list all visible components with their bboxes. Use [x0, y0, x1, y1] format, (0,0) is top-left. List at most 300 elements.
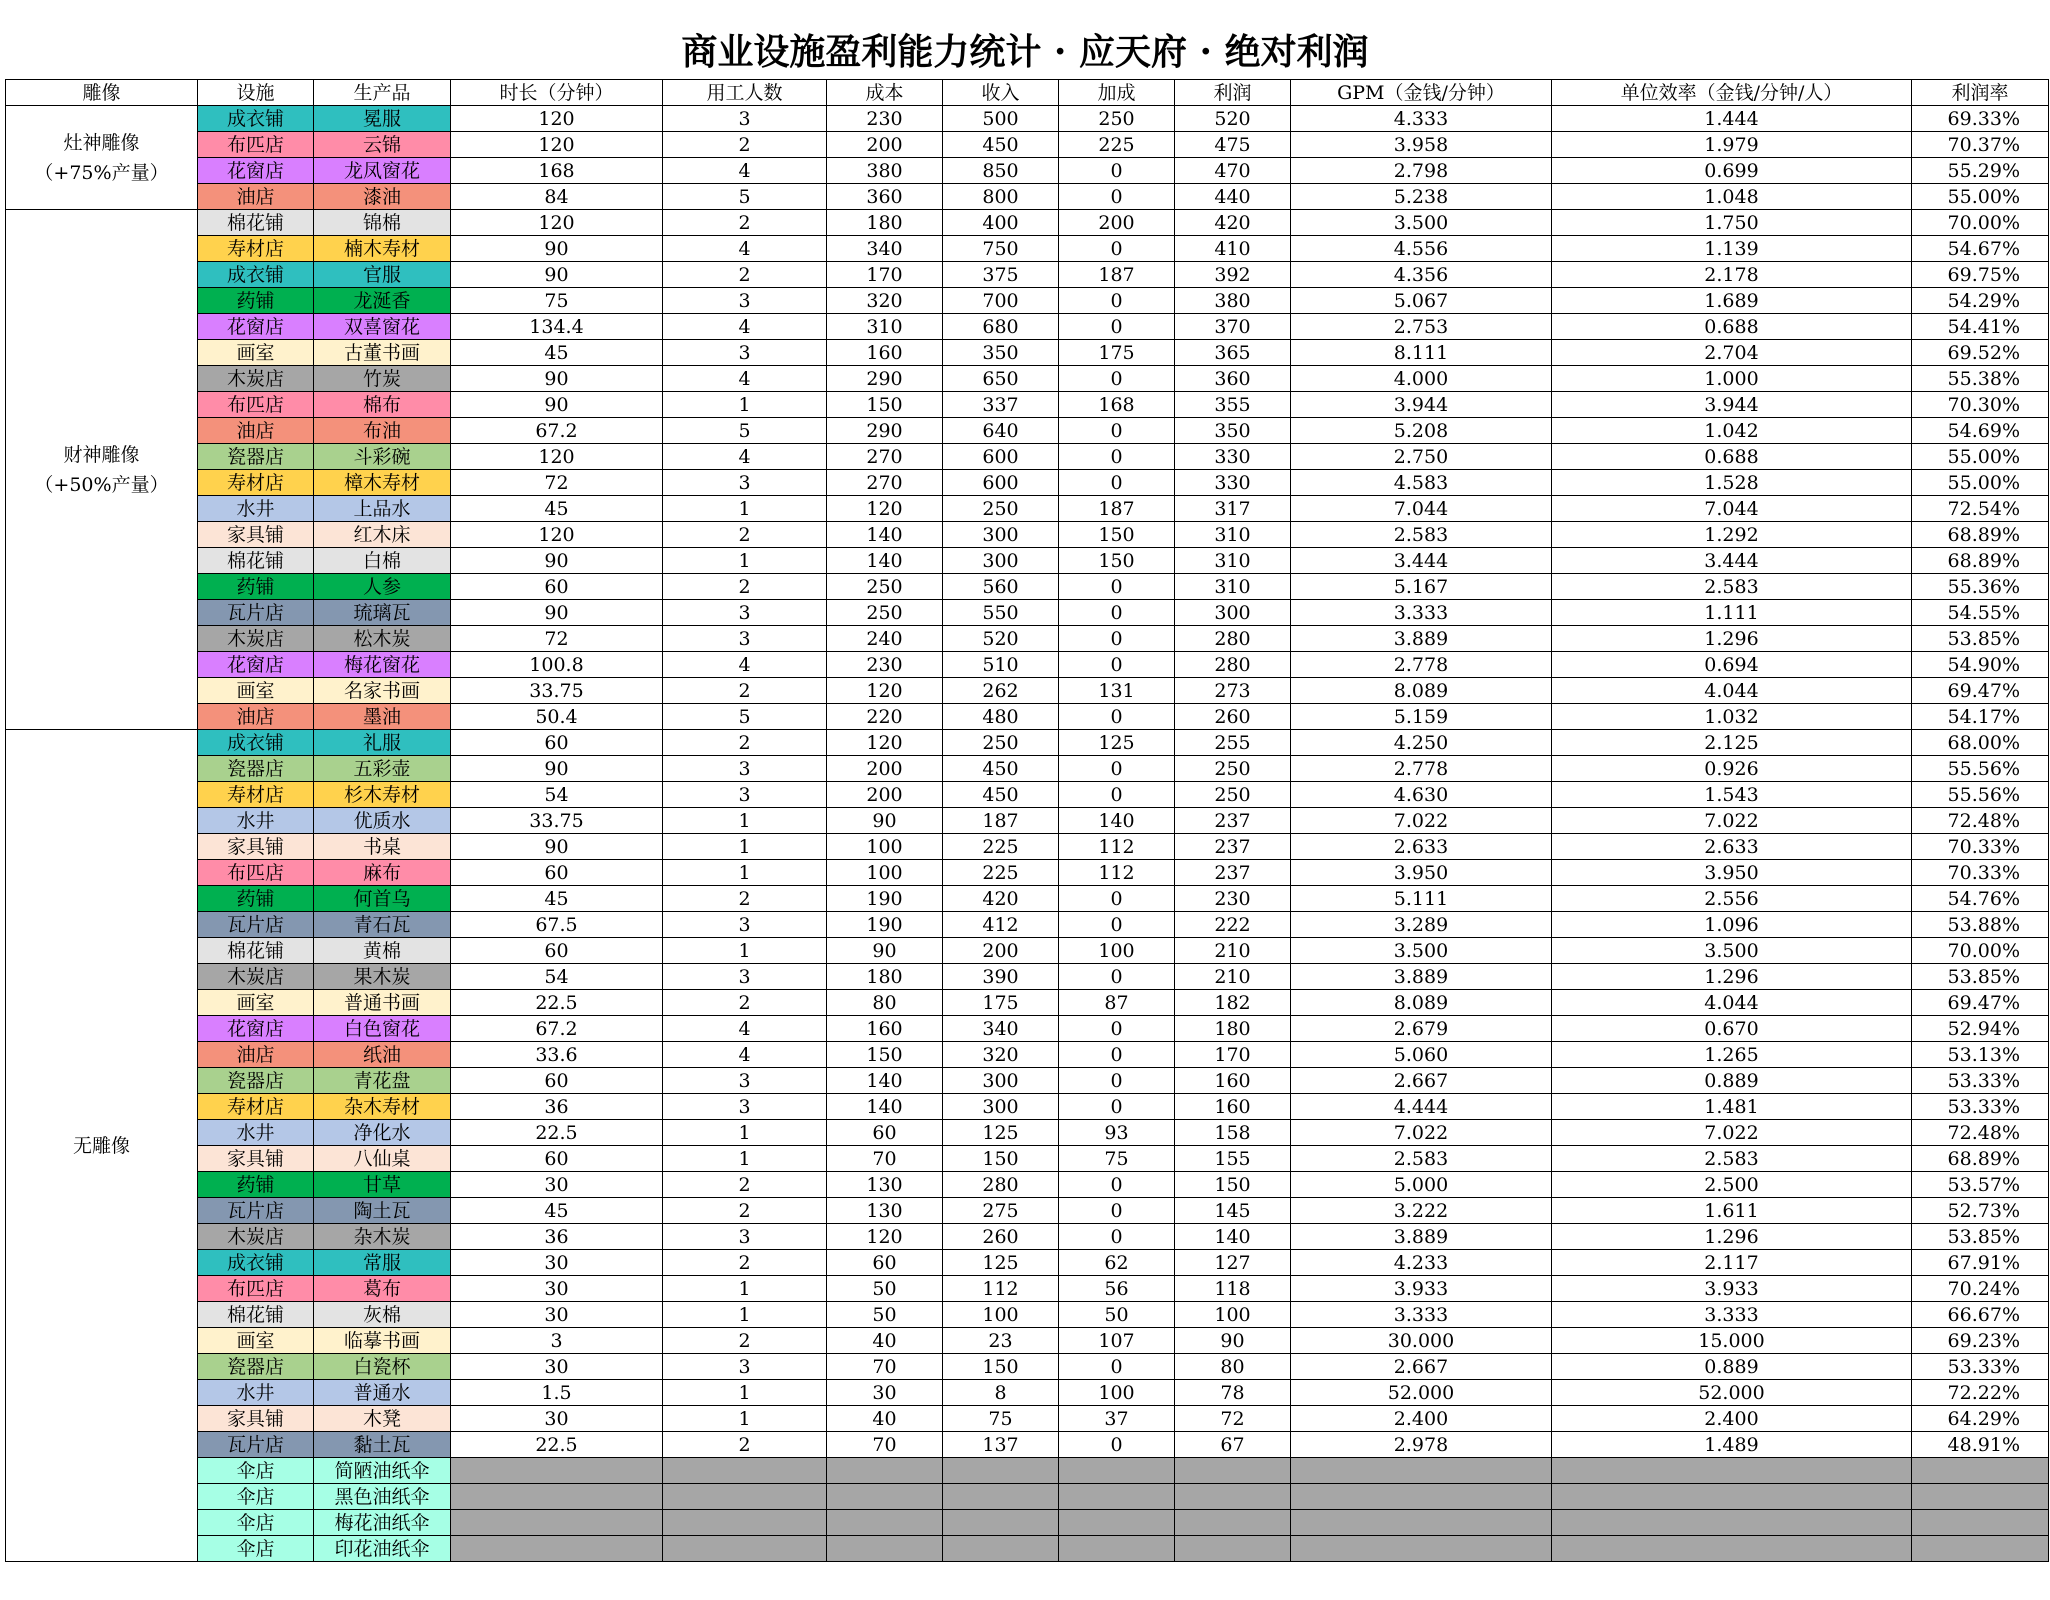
workers-cell: 2: [663, 574, 827, 600]
workers-cell: 3: [663, 600, 827, 626]
unit-efficiency-cell: 0.670: [1552, 1016, 1912, 1042]
empty-cell: [1552, 1484, 1912, 1510]
duration-cell: 60: [451, 574, 663, 600]
profit-table: [5, 79, 2049, 1562]
unit-efficiency-cell: 0.688: [1552, 314, 1912, 340]
table-row: [6, 288, 2049, 314]
profit-cell: 355: [1175, 392, 1291, 418]
cost-cell: 120: [827, 1224, 943, 1250]
unit-efficiency-cell: 1.296: [1552, 1224, 1912, 1250]
duration-cell: 67.2: [451, 1016, 663, 1042]
empty-cell: [1912, 1510, 2049, 1536]
workers-cell: 5: [663, 184, 827, 210]
cost-cell: 30: [827, 1380, 943, 1406]
table-row: [6, 158, 2049, 184]
bonus-cell: 0: [1059, 756, 1175, 782]
workers-cell: 1: [663, 834, 827, 860]
statue-name: 财神雕像: [63, 443, 140, 466]
unit-efficiency-cell: 1.481: [1552, 1094, 1912, 1120]
duration-cell: 67.2: [451, 418, 663, 444]
bonus-cell: 0: [1059, 444, 1175, 470]
unit-efficiency-cell: 1.444: [1552, 106, 1912, 132]
table-row: [6, 496, 2049, 522]
duration-cell: 33.75: [451, 808, 663, 834]
duration-cell: 90: [451, 834, 663, 860]
duration-cell: 75: [451, 288, 663, 314]
cost-cell: 220: [827, 704, 943, 730]
bonus-cell: 0: [1059, 1094, 1175, 1120]
cost-cell: 90: [827, 808, 943, 834]
table-row: [6, 210, 2049, 236]
product-cell: 梅花油纸伞: [314, 1510, 451, 1536]
table-row: [6, 730, 2049, 756]
duration-cell: 54: [451, 964, 663, 990]
empty-cell: [1059, 1510, 1175, 1536]
margin-cell: 54.29%: [1912, 288, 2049, 314]
cost-cell: 160: [827, 340, 943, 366]
table-body: [6, 106, 2049, 1562]
duration-cell: 45: [451, 886, 663, 912]
table-row: [6, 1484, 2049, 1510]
unit-efficiency-cell: 7.022: [1552, 1120, 1912, 1146]
unit-efficiency-cell: 1.048: [1552, 184, 1912, 210]
gpm-cell: 5.067: [1291, 288, 1552, 314]
facility-cell: 成衣铺: [198, 730, 314, 756]
profit-cell: 380: [1175, 288, 1291, 314]
unit-efficiency-cell: 4.044: [1552, 678, 1912, 704]
table-row: [6, 522, 2049, 548]
unit-efficiency-cell: 2.556: [1552, 886, 1912, 912]
facility-cell: 油店: [198, 184, 314, 210]
empty-cell: [663, 1458, 827, 1484]
gpm-cell: 5.167: [1291, 574, 1552, 600]
gpm-cell: 5.159: [1291, 704, 1552, 730]
product-cell: 常服: [314, 1250, 451, 1276]
profit-cell: 255: [1175, 730, 1291, 756]
table-row: [6, 1406, 2049, 1432]
gpm-cell: 3.222: [1291, 1198, 1552, 1224]
unit-efficiency-cell: 0.926: [1552, 756, 1912, 782]
gpm-cell: 7.022: [1291, 1120, 1552, 1146]
income-cell: 300: [943, 522, 1059, 548]
product-cell: 五彩壶: [314, 756, 451, 782]
duration-cell: 60: [451, 938, 663, 964]
workers-cell: 4: [663, 1016, 827, 1042]
cost-cell: 270: [827, 470, 943, 496]
margin-cell: 70.33%: [1912, 860, 2049, 886]
facility-cell: 寿材店: [198, 1094, 314, 1120]
facility-cell: 药铺: [198, 574, 314, 600]
margin-cell: 68.00%: [1912, 730, 2049, 756]
cost-cell: 40: [827, 1328, 943, 1354]
product-cell: 陶土瓦: [314, 1198, 451, 1224]
facility-cell: 木炭店: [198, 366, 314, 392]
unit-efficiency-cell: 2.633: [1552, 834, 1912, 860]
table-row: [6, 548, 2049, 574]
income-cell: 450: [943, 132, 1059, 158]
empty-cell: [1175, 1458, 1291, 1484]
facility-cell: 瓦片店: [198, 1198, 314, 1224]
profit-cell: 237: [1175, 808, 1291, 834]
facility-cell: 水井: [198, 808, 314, 834]
cost-cell: 120: [827, 678, 943, 704]
cost-cell: 140: [827, 522, 943, 548]
cost-cell: 340: [827, 236, 943, 262]
bonus-cell: 0: [1059, 782, 1175, 808]
margin-cell: 55.56%: [1912, 756, 2049, 782]
duration-cell: 90: [451, 756, 663, 782]
profit-cell: 470: [1175, 158, 1291, 184]
workers-cell: 1: [663, 1276, 827, 1302]
bonus-cell: 125: [1059, 730, 1175, 756]
margin-cell: 69.23%: [1912, 1328, 2049, 1354]
income-cell: 390: [943, 964, 1059, 990]
profit-cell: 80: [1175, 1354, 1291, 1380]
facility-cell: 木炭店: [198, 626, 314, 652]
bonus-cell: 0: [1059, 1042, 1175, 1068]
cost-cell: 290: [827, 418, 943, 444]
workers-cell: 4: [663, 444, 827, 470]
unit-efficiency-cell: 2.500: [1552, 1172, 1912, 1198]
table-row: [6, 1250, 2049, 1276]
workers-cell: 3: [663, 626, 827, 652]
gpm-cell: 4.333: [1291, 106, 1552, 132]
gpm-cell: 8.089: [1291, 678, 1552, 704]
table-row: [6, 886, 2049, 912]
table-row: [6, 340, 2049, 366]
income-cell: 75: [943, 1406, 1059, 1432]
margin-cell: 54.69%: [1912, 418, 2049, 444]
income-cell: 520: [943, 626, 1059, 652]
profit-cell: 140: [1175, 1224, 1291, 1250]
product-cell: 樟木寿材: [314, 470, 451, 496]
empty-cell: [1912, 1458, 2049, 1484]
bonus-cell: 200: [1059, 210, 1175, 236]
income-cell: 125: [943, 1120, 1059, 1146]
profit-cell: 273: [1175, 678, 1291, 704]
gpm-cell: 4.630: [1291, 782, 1552, 808]
profit-cell: 370: [1175, 314, 1291, 340]
gpm-cell: 8.111: [1291, 340, 1552, 366]
workers-cell: 3: [663, 470, 827, 496]
statue-name: 灶神雕像: [63, 131, 140, 154]
gpm-cell: 8.089: [1291, 990, 1552, 1016]
bonus-cell: 0: [1059, 288, 1175, 314]
cost-cell: 320: [827, 288, 943, 314]
margin-cell: 70.37%: [1912, 132, 2049, 158]
duration-cell: 45: [451, 1198, 663, 1224]
gpm-cell: 3.958: [1291, 132, 1552, 158]
profit-cell: 310: [1175, 522, 1291, 548]
duration-cell: 33.75: [451, 678, 663, 704]
income-cell: 480: [943, 704, 1059, 730]
empty-cell: [1059, 1536, 1175, 1562]
table-row: [6, 470, 2049, 496]
duration-cell: 90: [451, 548, 663, 574]
workers-cell: 2: [663, 522, 827, 548]
product-cell: 杉木寿材: [314, 782, 451, 808]
table-row: [6, 860, 2049, 886]
workers-cell: 2: [663, 678, 827, 704]
income-cell: 300: [943, 548, 1059, 574]
table-row: [6, 938, 2049, 964]
product-cell: 白色窗花: [314, 1016, 451, 1042]
gpm-cell: 30.000: [1291, 1328, 1552, 1354]
cost-cell: 270: [827, 444, 943, 470]
product-cell: 青花盘: [314, 1068, 451, 1094]
margin-cell: 67.91%: [1912, 1250, 2049, 1276]
empty-cell: [451, 1484, 663, 1510]
product-cell: 印花油纸伞: [314, 1536, 451, 1562]
duration-cell: 60: [451, 860, 663, 886]
bonus-cell: 93: [1059, 1120, 1175, 1146]
income-cell: 500: [943, 106, 1059, 132]
cost-cell: 230: [827, 652, 943, 678]
duration-cell: 90: [451, 262, 663, 288]
column-header: 利润率: [1912, 80, 2049, 106]
profit-cell: 330: [1175, 470, 1291, 496]
cost-cell: 120: [827, 730, 943, 756]
bonus-cell: 250: [1059, 106, 1175, 132]
table-row: [6, 808, 2049, 834]
margin-cell: 72.22%: [1912, 1380, 2049, 1406]
profit-cell: 310: [1175, 548, 1291, 574]
margin-cell: 68.89%: [1912, 548, 2049, 574]
table-row: [6, 1016, 2049, 1042]
empty-cell: [663, 1536, 827, 1562]
product-cell: 楠木寿材: [314, 236, 451, 262]
workers-cell: 1: [663, 808, 827, 834]
table-row: [6, 1510, 2049, 1536]
empty-cell: [451, 1458, 663, 1484]
duration-cell: 30: [451, 1302, 663, 1328]
cost-cell: 100: [827, 834, 943, 860]
workers-cell: 3: [663, 912, 827, 938]
income-cell: 150: [943, 1354, 1059, 1380]
bonus-cell: 87: [1059, 990, 1175, 1016]
bonus-cell: 0: [1059, 912, 1175, 938]
margin-cell: 53.33%: [1912, 1068, 2049, 1094]
duration-cell: 120: [451, 522, 663, 548]
empty-cell: [827, 1458, 943, 1484]
column-header: 生产品: [314, 80, 451, 106]
profit-cell: 72: [1175, 1406, 1291, 1432]
workers-cell: 3: [663, 964, 827, 990]
table-row: [6, 626, 2049, 652]
margin-cell: 70.00%: [1912, 210, 2049, 236]
profit-cell: 317: [1175, 496, 1291, 522]
empty-cell: [663, 1484, 827, 1510]
empty-cell: [451, 1510, 663, 1536]
margin-cell: 53.85%: [1912, 1224, 2049, 1250]
table-row: [6, 1198, 2049, 1224]
income-cell: 700: [943, 288, 1059, 314]
product-cell: 漆油: [314, 184, 451, 210]
statue-group-cell: [6, 210, 198, 730]
product-cell: 葛布: [314, 1276, 451, 1302]
product-cell: 名家书画: [314, 678, 451, 704]
table-row: [6, 1042, 2049, 1068]
bonus-cell: 112: [1059, 860, 1175, 886]
unit-efficiency-cell: 2.178: [1552, 262, 1912, 288]
facility-cell: 瓷器店: [198, 1068, 314, 1094]
product-cell: 杂木寿材: [314, 1094, 451, 1120]
unit-efficiency-cell: 1.042: [1552, 418, 1912, 444]
gpm-cell: 52.000: [1291, 1380, 1552, 1406]
margin-cell: 66.67%: [1912, 1302, 2049, 1328]
product-cell: 简陋油纸伞: [314, 1458, 451, 1484]
workers-cell: 2: [663, 1432, 827, 1458]
unit-efficiency-cell: 0.699: [1552, 158, 1912, 184]
facility-cell: 棉花铺: [198, 1302, 314, 1328]
cost-cell: 40: [827, 1406, 943, 1432]
cost-cell: 380: [827, 158, 943, 184]
income-cell: 225: [943, 860, 1059, 886]
profit-cell: 330: [1175, 444, 1291, 470]
facility-cell: 油店: [198, 1042, 314, 1068]
empty-cell: [1552, 1458, 1912, 1484]
unit-efficiency-cell: 1.096: [1552, 912, 1912, 938]
table-row: [6, 1302, 2049, 1328]
profit-cell: 392: [1175, 262, 1291, 288]
margin-cell: 55.38%: [1912, 366, 2049, 392]
duration-cell: 84: [451, 184, 663, 210]
facility-cell: 花窗店: [198, 158, 314, 184]
duration-cell: 120: [451, 132, 663, 158]
facility-cell: 成衣铺: [198, 262, 314, 288]
table-row: [6, 132, 2049, 158]
facility-cell: 寿材店: [198, 236, 314, 262]
workers-cell: 3: [663, 1224, 827, 1250]
gpm-cell: 5.111: [1291, 886, 1552, 912]
bonus-cell: 140: [1059, 808, 1175, 834]
income-cell: 150: [943, 1146, 1059, 1172]
table-row: [6, 912, 2049, 938]
income-cell: 187: [943, 808, 1059, 834]
duration-cell: 72: [451, 626, 663, 652]
gpm-cell: 2.400: [1291, 1406, 1552, 1432]
facility-cell: 布匹店: [198, 132, 314, 158]
product-cell: 梅花窗花: [314, 652, 451, 678]
workers-cell: 3: [663, 288, 827, 314]
facility-cell: 布匹店: [198, 1276, 314, 1302]
product-cell: 双喜窗花: [314, 314, 451, 340]
income-cell: 650: [943, 366, 1059, 392]
unit-efficiency-cell: 1.543: [1552, 782, 1912, 808]
gpm-cell: 3.333: [1291, 1302, 1552, 1328]
empty-cell: [1175, 1510, 1291, 1536]
product-cell: 竹炭: [314, 366, 451, 392]
table-row: [6, 314, 2049, 340]
duration-cell: 60: [451, 1146, 663, 1172]
product-cell: 优质水: [314, 808, 451, 834]
unit-efficiency-cell: 2.117: [1552, 1250, 1912, 1276]
margin-cell: 53.85%: [1912, 626, 2049, 652]
income-cell: 300: [943, 1094, 1059, 1120]
table-row: [6, 1172, 2049, 1198]
table-row: [6, 1458, 2049, 1484]
product-cell: 书桌: [314, 834, 451, 860]
facility-cell: 成衣铺: [198, 106, 314, 132]
product-cell: 灰棉: [314, 1302, 451, 1328]
empty-cell: [1291, 1484, 1552, 1510]
duration-cell: 100.8: [451, 652, 663, 678]
duration-cell: 134.4: [451, 314, 663, 340]
cost-cell: 70: [827, 1146, 943, 1172]
income-cell: 275: [943, 1198, 1059, 1224]
facility-cell: 布匹店: [198, 860, 314, 886]
margin-cell: 54.67%: [1912, 236, 2049, 262]
bonus-cell: 150: [1059, 522, 1175, 548]
gpm-cell: 2.978: [1291, 1432, 1552, 1458]
column-header: 利润: [1175, 80, 1291, 106]
profit-cell: 90: [1175, 1328, 1291, 1354]
facility-cell: 寿材店: [198, 782, 314, 808]
cost-cell: 140: [827, 1068, 943, 1094]
table-row: [6, 1146, 2049, 1172]
workers-cell: 1: [663, 392, 827, 418]
statue-name: （+50%产量）: [34, 473, 169, 496]
bonus-cell: 0: [1059, 600, 1175, 626]
duration-cell: 60: [451, 730, 663, 756]
table-row: [6, 1328, 2049, 1354]
empty-cell: [943, 1536, 1059, 1562]
profit-cell: 160: [1175, 1068, 1291, 1094]
profit-cell: 230: [1175, 886, 1291, 912]
statue-group-cell: [6, 730, 198, 1562]
cost-cell: 60: [827, 1250, 943, 1276]
workers-cell: 2: [663, 132, 827, 158]
product-cell: 普通书画: [314, 990, 451, 1016]
product-cell: 墨油: [314, 704, 451, 730]
empty-cell: [943, 1510, 1059, 1536]
duration-cell: 30: [451, 1406, 663, 1432]
workers-cell: 2: [663, 1250, 827, 1276]
margin-cell: 69.47%: [1912, 990, 2049, 1016]
sheet-title: 商业设施盈利能力统计 · 应天府 · 绝对利润: [681, 31, 1369, 73]
bonus-cell: 0: [1059, 236, 1175, 262]
facility-cell: 家具铺: [198, 834, 314, 860]
table-row: [6, 1094, 2049, 1120]
duration-cell: 22.5: [451, 1432, 663, 1458]
unit-efficiency-cell: 7.044: [1552, 496, 1912, 522]
gpm-cell: 3.889: [1291, 626, 1552, 652]
cost-cell: 180: [827, 964, 943, 990]
table-row: [6, 184, 2049, 210]
unit-efficiency-cell: 1.296: [1552, 626, 1912, 652]
column-header: 单位效率（金钱/分钟/人）: [1552, 80, 1912, 106]
bonus-cell: 107: [1059, 1328, 1175, 1354]
income-cell: 262: [943, 678, 1059, 704]
profit-cell: 237: [1175, 860, 1291, 886]
duration-cell: 33.6: [451, 1042, 663, 1068]
cost-cell: 200: [827, 782, 943, 808]
workers-cell: 4: [663, 366, 827, 392]
unit-efficiency-cell: 1.292: [1552, 522, 1912, 548]
product-cell: 黏土瓦: [314, 1432, 451, 1458]
gpm-cell: 4.356: [1291, 262, 1552, 288]
unit-efficiency-cell: 7.022: [1552, 808, 1912, 834]
gpm-cell: 5.000: [1291, 1172, 1552, 1198]
facility-cell: 瓦片店: [198, 1432, 314, 1458]
cost-cell: 160: [827, 1016, 943, 1042]
cost-cell: 150: [827, 392, 943, 418]
facility-cell: 花窗店: [198, 1016, 314, 1042]
margin-cell: 54.17%: [1912, 704, 2049, 730]
unit-efficiency-cell: 1.750: [1552, 210, 1912, 236]
profit-cell: 237: [1175, 834, 1291, 860]
facility-cell: 伞店: [198, 1536, 314, 1562]
